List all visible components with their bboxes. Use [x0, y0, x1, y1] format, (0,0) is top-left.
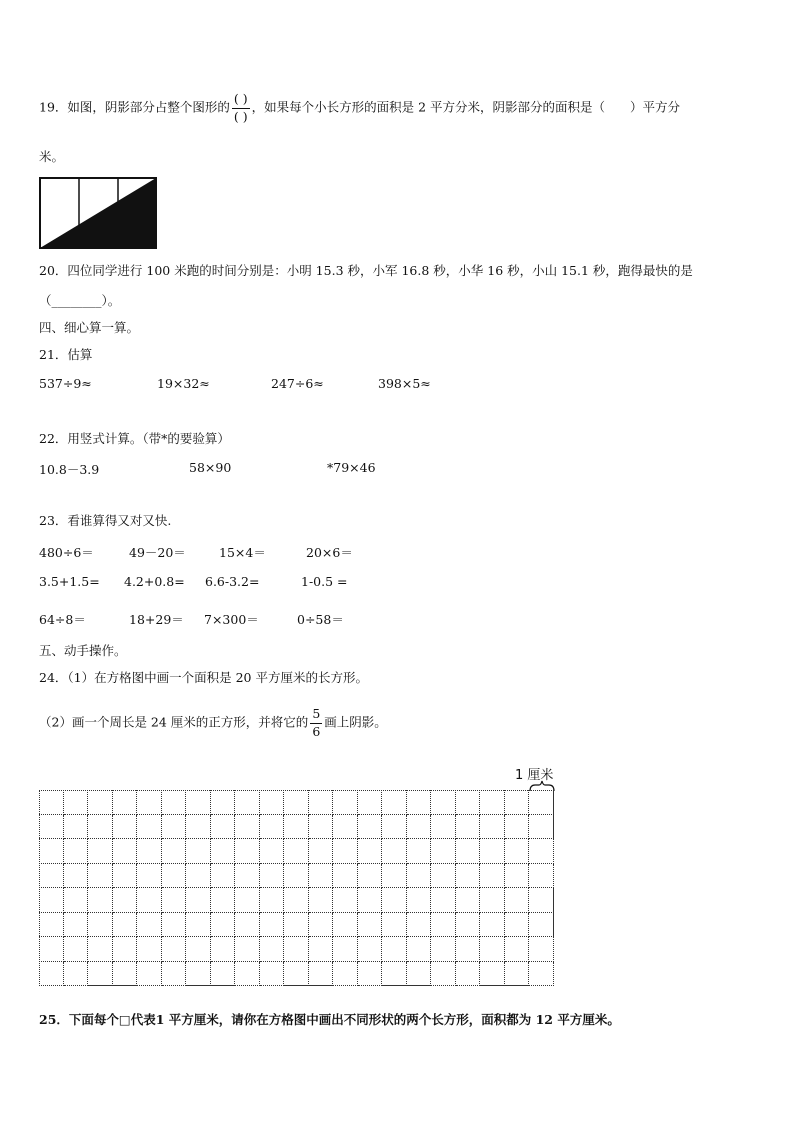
grid-cell[interactable]: [529, 937, 554, 962]
grid-cell[interactable]: [431, 790, 456, 815]
grid-cell[interactable]: [64, 839, 89, 864]
grid-cell[interactable]: [39, 815, 64, 840]
grid-cell[interactable]: [39, 864, 64, 889]
grid-cell[interactable]: [407, 888, 432, 913]
q23-r2-c1: 3.5+1.5=: [39, 574, 100, 589]
grid-cell[interactable]: [64, 864, 89, 889]
grid-cell[interactable]: [211, 888, 236, 913]
q21-item-3: 247÷6≈: [271, 376, 324, 391]
grid-cell[interactable]: [64, 962, 89, 987]
q19-frac-denominator: ( ): [233, 108, 248, 124]
grid-cell[interactable]: [431, 864, 456, 889]
grid-cell[interactable]: [505, 913, 530, 938]
grid-cell[interactable]: [211, 839, 236, 864]
grid-cell[interactable]: [480, 888, 505, 913]
dotted-square-grid[interactable]: [39, 790, 553, 986]
grid-cell[interactable]: [260, 815, 285, 840]
grid-cell[interactable]: [431, 913, 456, 938]
grid-cell[interactable]: [480, 962, 505, 987]
grid-cell[interactable]: [284, 913, 309, 938]
grid-cell[interactable]: [333, 888, 358, 913]
grid-cell[interactable]: [113, 864, 138, 889]
grid-cell[interactable]: [456, 962, 481, 987]
grid-cell[interactable]: [431, 962, 456, 987]
grid-cell[interactable]: [211, 864, 236, 889]
q23-r1-c2: 49－20＝: [129, 545, 186, 560]
grid-cell[interactable]: [211, 962, 236, 987]
grid-cell[interactable]: [333, 913, 358, 938]
grid-cell[interactable]: [88, 864, 113, 889]
q23-r3-c2: 18+29＝: [129, 612, 184, 627]
grid-cell[interactable]: [235, 913, 260, 938]
q21-title: 21．估算: [39, 347, 93, 362]
grid-cell[interactable]: [39, 839, 64, 864]
grid-cell[interactable]: [113, 839, 138, 864]
grid-cell[interactable]: [529, 888, 554, 913]
grid-cell[interactable]: [113, 913, 138, 938]
grid-cell[interactable]: [235, 790, 260, 815]
grid-cell[interactable]: [382, 864, 407, 889]
grid-cell[interactable]: [186, 864, 211, 889]
q19-prefix: 19．如图，阴影部分占整个图形的: [39, 99, 230, 115]
grid-cell[interactable]: [382, 913, 407, 938]
grid-cell[interactable]: [358, 839, 383, 864]
grid-cell[interactable]: [382, 937, 407, 962]
grid-cell[interactable]: [309, 790, 334, 815]
grid-cell[interactable]: [260, 790, 285, 815]
grid-cell[interactable]: [211, 815, 236, 840]
grid-cell[interactable]: [64, 790, 89, 815]
grid-cell[interactable]: [211, 790, 236, 815]
grid-cell[interactable]: [211, 913, 236, 938]
grid-cell[interactable]: [260, 839, 285, 864]
grid-cell[interactable]: [529, 962, 554, 987]
q19-continuation: 米。: [39, 149, 65, 164]
grid-cell[interactable]: [39, 962, 64, 987]
q23-r2-c2: 4.2+0.8=: [124, 574, 185, 589]
q24-part1: 24．（1）在方格图中画一个面积是 20 平方厘米的长方形。: [39, 670, 368, 685]
grid-cell[interactable]: [186, 815, 211, 840]
grid-cell[interactable]: [284, 937, 309, 962]
grid-cell[interactable]: [162, 815, 187, 840]
grid-cell[interactable]: [309, 913, 334, 938]
grid-cell[interactable]: [137, 888, 162, 913]
grid-cell[interactable]: [88, 839, 113, 864]
grid-cell[interactable]: [162, 864, 187, 889]
grid-cell[interactable]: [358, 864, 383, 889]
grid-cell[interactable]: [333, 790, 358, 815]
grid-cell[interactable]: [260, 864, 285, 889]
grid-cell[interactable]: [64, 913, 89, 938]
grid-cell[interactable]: [186, 962, 211, 987]
grid-cell[interactable]: [162, 888, 187, 913]
q23-r3-c4: 0÷58＝: [297, 612, 344, 627]
grid-cell[interactable]: [505, 962, 530, 987]
q19-fraction: [232, 93, 250, 123]
grid-cell[interactable]: [284, 815, 309, 840]
grid-cell[interactable]: [186, 790, 211, 815]
grid-cell[interactable]: [407, 839, 432, 864]
grid-cell[interactable]: [235, 864, 260, 889]
q22-title: 22．用竖式计算。（带*的要验算）: [39, 431, 230, 446]
grid-cell[interactable]: [309, 888, 334, 913]
grid-cell[interactable]: [39, 937, 64, 962]
grid-cell[interactable]: [260, 962, 285, 987]
grid-cell[interactable]: [284, 962, 309, 987]
grid-cell[interactable]: [64, 815, 89, 840]
grid-cell[interactable]: [309, 839, 334, 864]
q25-text: 25．下面每个□代表1 平方厘米，请你在方格图中画出不同形状的两个长方形，面积都为 12 平方厘米。: [39, 1012, 620, 1027]
grid-cell[interactable]: [113, 962, 138, 987]
grid-cell[interactable]: [235, 937, 260, 962]
grid-cell[interactable]: [113, 888, 138, 913]
q24-frac-denominator: 6: [312, 723, 321, 739]
grid-cell[interactable]: [88, 790, 113, 815]
q19-mid: ，如果每个小长方形的面积是 2 平方分米，阴影部分的面积是（ ）平方分: [251, 99, 681, 115]
grid-cell[interactable]: [284, 790, 309, 815]
grid-cell[interactable]: [309, 864, 334, 889]
grid-cell[interactable]: [260, 913, 285, 938]
grid-cell[interactable]: [137, 839, 162, 864]
grid-cell[interactable]: [260, 888, 285, 913]
grid-cell[interactable]: [358, 937, 383, 962]
grid-cell[interactable]: [358, 962, 383, 987]
q20-line2: （________）。: [39, 293, 121, 308]
grid-cell[interactable]: [505, 839, 530, 864]
q23-title: 23．看谁算得又对又快.: [39, 513, 172, 528]
grid-cell[interactable]: [407, 962, 432, 987]
q24-part2: [39, 708, 387, 738]
grid-cell[interactable]: [382, 815, 407, 840]
q23-r2-c4: 1-0.5 =: [301, 574, 348, 589]
grid-cell[interactable]: [529, 839, 554, 864]
grid-cell[interactable]: [480, 864, 505, 889]
grid-cell[interactable]: [456, 839, 481, 864]
grid-cell[interactable]: [407, 864, 432, 889]
grid-cell[interactable]: [64, 937, 89, 962]
grid-cell[interactable]: [260, 937, 285, 962]
grid-cell[interactable]: [309, 937, 334, 962]
grid-cell[interactable]: [235, 962, 260, 987]
grid-cell[interactable]: [358, 913, 383, 938]
grid-cell[interactable]: [88, 937, 113, 962]
q23-r3-c3: 7×300＝: [204, 612, 259, 627]
grid-cell[interactable]: [480, 790, 505, 815]
grid-cell[interactable]: [505, 888, 530, 913]
grid-cell[interactable]: [505, 937, 530, 962]
grid-cell[interactable]: [39, 888, 64, 913]
q19-line1: [39, 93, 680, 123]
grid-cell[interactable]: [162, 937, 187, 962]
grid-cell[interactable]: [431, 839, 456, 864]
grid-cell[interactable]: [284, 839, 309, 864]
grid-cell[interactable]: [113, 815, 138, 840]
grid-cell[interactable]: [382, 962, 407, 987]
grid-cell[interactable]: [382, 888, 407, 913]
grid-cell[interactable]: [88, 913, 113, 938]
grid-cell[interactable]: [358, 790, 383, 815]
section-5-heading: 五、动手操作。: [39, 643, 127, 658]
grid-cell[interactable]: [358, 888, 383, 913]
q22-item-1: 10.8－3.9: [39, 462, 100, 477]
grid-cell[interactable]: [186, 888, 211, 913]
section-4-heading: 四、细心算一算。: [39, 320, 140, 335]
grid-cell[interactable]: [333, 962, 358, 987]
grid-cell[interactable]: [431, 815, 456, 840]
grid-cell[interactable]: [456, 815, 481, 840]
grid-cell[interactable]: [113, 790, 138, 815]
q22-item-3: *79×46: [327, 460, 376, 475]
q22-item-2: 58×90: [189, 460, 232, 475]
q23-r1-c4: 20×6＝: [306, 545, 353, 560]
grid-cell[interactable]: [382, 839, 407, 864]
grid-cell[interactable]: [137, 913, 162, 938]
grid-cell[interactable]: [137, 790, 162, 815]
grid-cell[interactable]: [456, 913, 481, 938]
q24-frac-numerator: 5: [312, 706, 321, 721]
q24-part2-prefix: （2）画一个周长是 24 厘米的正方形，并将它的: [39, 714, 309, 730]
grid-cell[interactable]: [113, 937, 138, 962]
grid-cell[interactable]: [284, 864, 309, 889]
grid-cell[interactable]: [529, 913, 554, 938]
grid-cell[interactable]: [333, 864, 358, 889]
grid-cell[interactable]: [235, 815, 260, 840]
q21-item-4: 398×5≈: [378, 376, 431, 391]
grid-cell[interactable]: [505, 815, 530, 840]
grid-cell[interactable]: [309, 815, 334, 840]
grid-cell[interactable]: [407, 937, 432, 962]
q20-line1: 20．四位同学进行 100 米跑的时间分别是：小明 15.3 秒，小军 16.8 秒，小华 16 秒，小山 15.1 秒，跑得最快的是: [39, 263, 693, 278]
grid-cell[interactable]: [162, 790, 187, 815]
grid-cell[interactable]: [137, 815, 162, 840]
q24-part2-suffix: 画上阴影。: [324, 714, 387, 730]
q24-fraction: [310, 708, 322, 738]
grid-cell[interactable]: [456, 864, 481, 889]
q19-shaded-rectangle-figure: [39, 177, 157, 249]
grid-cell[interactable]: [407, 815, 432, 840]
grid-cell[interactable]: [64, 888, 89, 913]
grid-cell[interactable]: [480, 937, 505, 962]
grid-cell[interactable]: [333, 937, 358, 962]
q23-r1-c1: 480÷6＝: [39, 545, 94, 560]
grid-cell[interactable]: [431, 937, 456, 962]
grid-cell[interactable]: [39, 790, 64, 815]
grid-cell[interactable]: [456, 937, 481, 962]
grid-cell[interactable]: [456, 790, 481, 815]
grid-cell[interactable]: [235, 839, 260, 864]
grid-cell[interactable]: [505, 790, 530, 815]
grid-cell[interactable]: [284, 888, 309, 913]
unit-label-1cm: 1 厘米: [515, 768, 554, 783]
grid-cell[interactable]: [333, 815, 358, 840]
grid-cell[interactable]: [480, 913, 505, 938]
grid-cell[interactable]: [162, 913, 187, 938]
grid-cell[interactable]: [186, 937, 211, 962]
grid-cell[interactable]: [137, 937, 162, 962]
grid-cell[interactable]: [137, 962, 162, 987]
grid-cell[interactable]: [88, 888, 113, 913]
grid-cell[interactable]: [211, 937, 236, 962]
grid-cell[interactable]: [529, 790, 554, 815]
grid-cell[interactable]: [88, 815, 113, 840]
grid-cell[interactable]: [431, 888, 456, 913]
grid-cell[interactable]: [529, 864, 554, 889]
grid-cell[interactable]: [407, 913, 432, 938]
q23-r3-c1: 64÷8＝: [39, 612, 86, 627]
grid-cell[interactable]: [88, 962, 113, 987]
q19-frac-numerator: ( ): [233, 91, 248, 106]
grid-cell[interactable]: [358, 815, 383, 840]
grid-cell[interactable]: [480, 815, 505, 840]
q21-item-2: 19×32≈: [157, 376, 210, 391]
grid-cell[interactable]: [407, 790, 432, 815]
grid-cell[interactable]: [529, 815, 554, 840]
grid-cell[interactable]: [309, 962, 334, 987]
q23-r2-c3: 6.6-3.2=: [205, 574, 260, 589]
grid-cell[interactable]: [505, 864, 530, 889]
q23-r1-c3: 15×4＝: [219, 545, 266, 560]
grid-cell[interactable]: [456, 888, 481, 913]
q21-item-1: 537÷9≈: [39, 376, 92, 391]
grid-cell[interactable]: [162, 839, 187, 864]
grid-cell[interactable]: [333, 839, 358, 864]
grid-cell[interactable]: [382, 790, 407, 815]
grid-cell[interactable]: [162, 962, 187, 987]
grid-cell[interactable]: [235, 888, 260, 913]
grid-cell[interactable]: [186, 839, 211, 864]
grid-cell[interactable]: [39, 913, 64, 938]
grid-cell[interactable]: [480, 839, 505, 864]
grid-cell[interactable]: [186, 913, 211, 938]
grid-cell[interactable]: [137, 864, 162, 889]
